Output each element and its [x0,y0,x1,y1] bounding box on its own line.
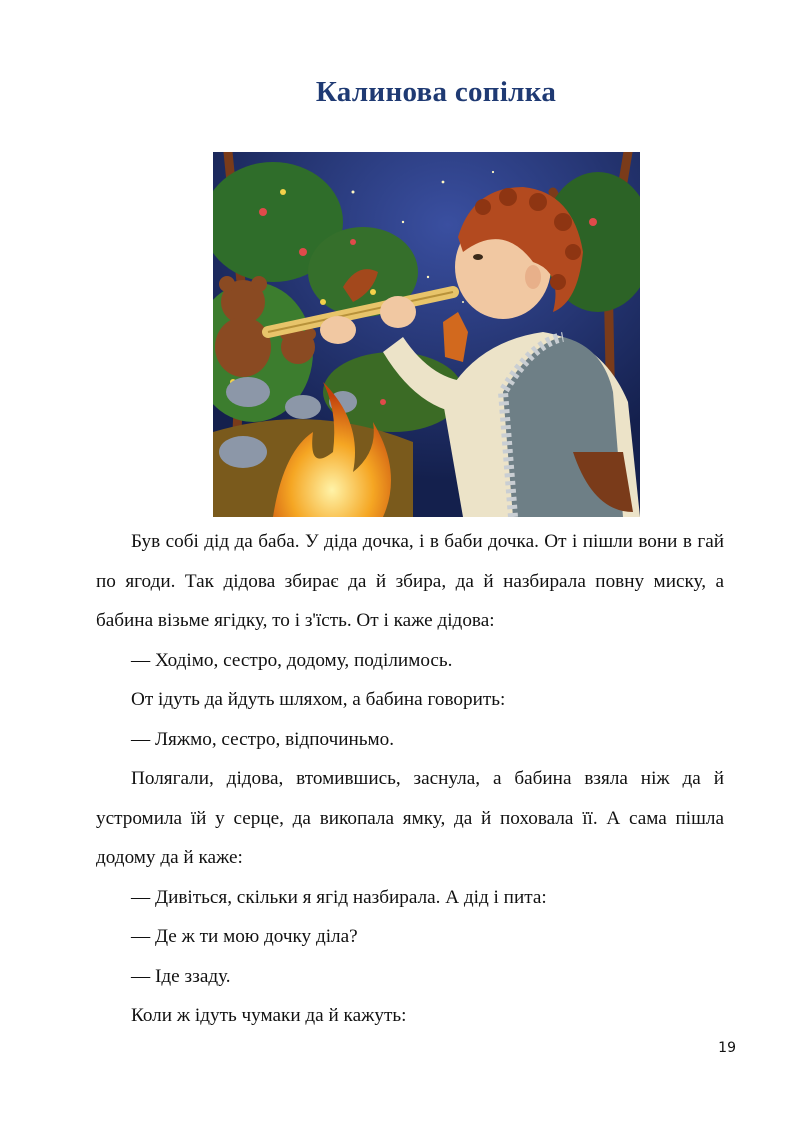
page-title: Калинова сопілка [315,76,557,108]
paragraph: Полягали, дідова, втомившись, заснула, а бабина взяла ніж да й устромила їй у серце, да викопала ямку, да й поховала її. А сама пішла додому да й каже: [96,768,724,868]
paragraph: — Де ж ти мою дочку діла? [131,926,358,947]
page-number: 19 [718,1040,736,1056]
paragraph: — Іде ззаду. [131,965,231,987]
paragraph: Коли ж ідуть чумаки да й кажуть: [131,1005,407,1026]
story-text [96,522,724,1036]
paragraph: Був собі дід да баба. У діда дочка, і в баби дочка. От і пішли вони в гай по ягоди. Так дідова збирає да й збира, да й назбирала повну миску, а бабина візьме ягідку, то і з'їсть. От і каже дідова: [96,531,724,631]
boy-with-flute-painting [213,152,640,517]
paragraph: — Дивіться, скільки я ягід назбирала. А дід і пита: [131,886,547,908]
paragraph: От ідуть да йдуть шляхом, а бабина говорить: [131,689,506,710]
paragraph: — Ходімо, сестро, додому, поділимось. [131,649,453,671]
story-illustration [213,152,640,517]
paragraph: — Ляжмо, сестро, відпочиньмо. [131,728,395,750]
